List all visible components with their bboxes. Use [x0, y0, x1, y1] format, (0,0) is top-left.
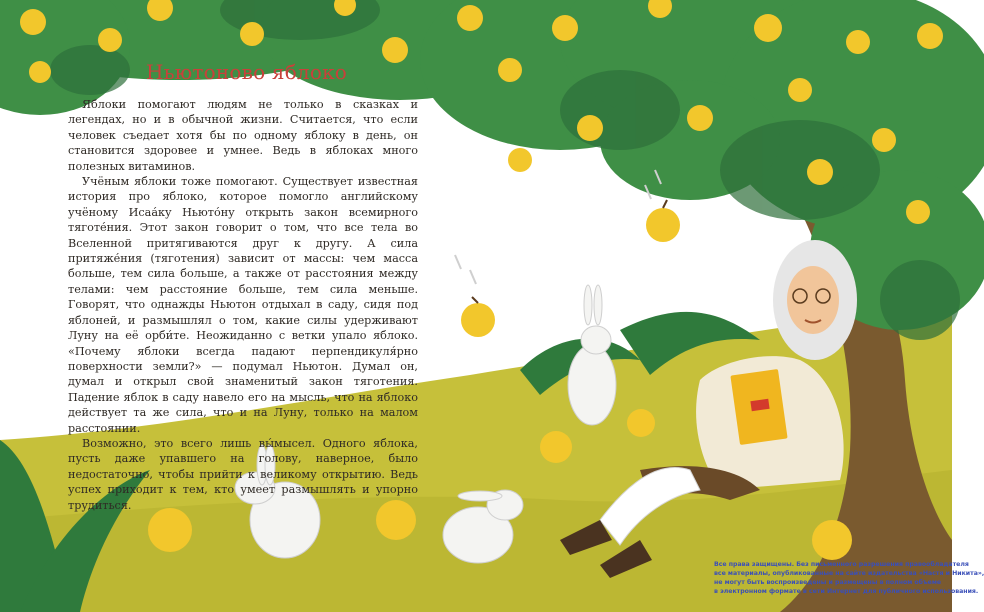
copyright-line: не могут быть воспроизведены и размещены в полном объеме — [714, 579, 942, 586]
paragraph-3: Возможно, это всего лишь вы́мысел. Одного яблока, пусть даже упавшего на голову, наверное, было недостаточно, чтобы прийти к великому открытию. Ведь успех приходит к тем, кто умеет размышлять и упорно трудиться. — [68, 436, 418, 512]
copyright-line: все материалы, опубликованные на сайте издательства «Настя и Никита», — [714, 570, 984, 577]
copyright-notice — [714, 560, 984, 596]
page-title: Ньютоново яблоко — [146, 60, 348, 84]
paragraph-1: Яблоки помогают людям не только в сказках и легендах, но и в обычной жизни. Считается, что если человек съедает хотя бы по одному яблоку в день, он становится здоровее и умнее. Ведь в яблоках много полезных витаминов. — [68, 98, 418, 173]
story-text — [68, 97, 418, 513]
falling-apples — [455, 170, 680, 337]
copyright-line: Все права защищены. Без письменного разрешения правообладателя — [714, 561, 969, 568]
paragraph-2: Учёным яблоки тоже помогают. Существует известная история про яблоко, которое помогло английскому учёному Исаа́ку Ньюто́ну открыть закон всемирного тяготе́ния. Этот закон говорит о том, что все тела во Вселенной притягиваются друг к другу. А сила притяже́ния (тяготения) зависит от массы: чем масса больше, тем сила больше, а также от расстояния между телами: чем расстояние больше, тем сила меньше. Говорят, что однажды Ньютон отдыхал в саду, сидя под яблоней, и размышлял о том, какие силы удерживают Луну на её орби́те. Неожиданно с ветки упало яблоко. «Почему яблоки всегда падают перпендикуля́рно поверхности земли?» — подумал Ньютон. Думал он, думал и открыл свой знаменитый закон тяготения. Падение яблок в саду навело его на мысль, что на яблоко действует та же сила, что и на Луну, только на малом расстоянии. — [68, 175, 418, 435]
copyright-line: в электронном формате в сети Интернет для публичного использования. — [714, 588, 979, 595]
